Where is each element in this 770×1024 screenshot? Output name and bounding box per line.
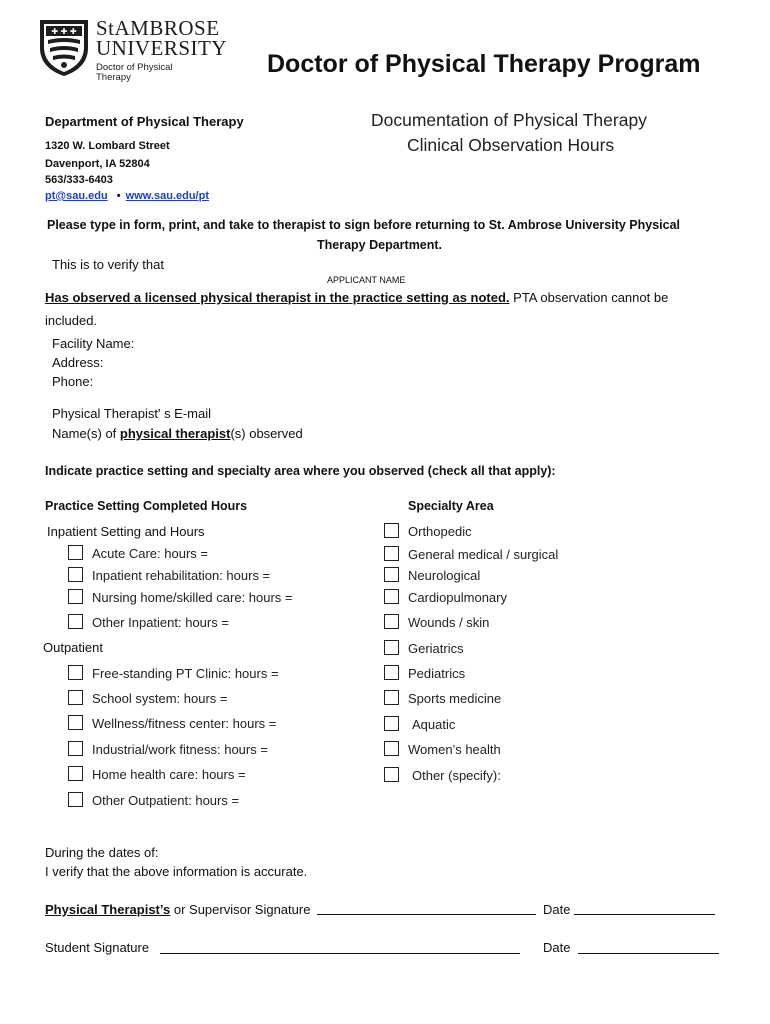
observed-statement <box>45 290 668 305</box>
shield-icon <box>38 18 90 78</box>
observed-underlined: Has observed a licensed physical therapist in the practice setting as noted. <box>45 290 510 305</box>
label-nursing-home: Nursing home/skilled care: hours = <box>92 590 293 605</box>
label-womens-health: Women’s health <box>408 742 501 757</box>
therapist-date-label: Date <box>543 902 571 917</box>
checkbox-sports-medicine[interactable] <box>384 690 399 705</box>
label-orthopedic: Orthopedic <box>408 524 472 539</box>
department-name: Department of Physical Therapy <box>45 114 244 129</box>
instructions-line2: Therapy Department. <box>317 238 443 252</box>
svg-text:✚ ✚ ✚: ✚ ✚ ✚ <box>51 27 77 36</box>
checkbox-acute-care[interactable] <box>68 545 83 560</box>
label-geriatrics: Geriatrics <box>408 641 464 656</box>
student-signature-label: Student Signature <box>45 940 150 955</box>
facility-address-label: Address: <box>52 355 104 370</box>
department-city: Davenport, IA 52804 <box>45 158 150 170</box>
specialty-heading: Specialty Area <box>408 499 494 513</box>
practice-heading: Practice Setting Completed Hours <box>45 499 248 513</box>
checkbox-industrial-fitness[interactable] <box>68 741 83 756</box>
applicant-name-label: APPLICANT NAME <box>327 275 406 285</box>
checkbox-pediatrics[interactable] <box>384 665 399 680</box>
facility-phone-label: Phone: <box>52 374 94 389</box>
label-aquatic: Aquatic <box>412 717 456 732</box>
verify-accurate-text: I verify that the above information is accurate. <box>45 864 308 879</box>
checkbox-neurological[interactable] <box>384 567 399 582</box>
contact-links <box>45 190 209 202</box>
doc-title-line2: Clinical Observation Hours <box>407 135 615 155</box>
indicate-heading: Indicate practice setting and specialty area where you observed (check all that apply): <box>45 464 556 478</box>
checkbox-home-health[interactable] <box>68 766 83 781</box>
page-title: Doctor of Physical Therapy Program <box>267 50 701 78</box>
label-cardiopulmonary: Cardiopulmonary <box>408 590 507 605</box>
label-sports-medicine: Sports medicine <box>408 691 502 706</box>
student-date-label: Date <box>543 940 571 955</box>
label-industrial-fitness: Industrial/work fitness: hours = <box>92 742 268 757</box>
checkbox-orthopedic[interactable] <box>384 523 399 538</box>
therapist-names-label: Name(s) of physical therapist(s) observed <box>52 426 303 441</box>
bullet-separator: • <box>116 190 121 202</box>
logo-name-line1: StAMBROSE <box>96 16 220 40</box>
facility-name-label: Facility Name: <box>52 336 135 351</box>
checkbox-womens-health[interactable] <box>384 741 399 756</box>
student-date-line[interactable] <box>578 953 719 954</box>
therapist-date-line[interactable] <box>574 914 715 915</box>
therapist-email-label: Physical Therapist' s E-mail <box>52 406 212 421</box>
checkbox-other-inpatient[interactable] <box>68 614 83 629</box>
email-link[interactable]: pt@sau.edu <box>45 190 108 202</box>
checkbox-nursing-home[interactable] <box>68 589 83 604</box>
website-link[interactable]: www.sau.edu/pt <box>125 190 209 202</box>
checkbox-pt-clinic[interactable] <box>68 665 83 680</box>
logo-subtitle-line1: Doctor of Physical <box>96 62 173 73</box>
checkbox-geriatrics[interactable] <box>384 640 399 655</box>
checkbox-aquatic[interactable] <box>384 716 399 731</box>
department-street: 1320 W. Lombard Street <box>45 140 170 152</box>
observed-rest: PTA observation cannot be <box>509 290 669 305</box>
checkbox-cardiopulmonary[interactable] <box>384 589 399 604</box>
checkbox-other-specialty[interactable] <box>384 767 399 782</box>
checkbox-school-system[interactable] <box>68 690 83 705</box>
label-other-specialty: Other (specify): <box>412 768 501 783</box>
label-school-system: School system: hours = <box>92 691 228 706</box>
inpatient-heading: Inpatient Setting and Hours <box>47 524 205 539</box>
checkbox-other-outpatient[interactable] <box>68 792 83 807</box>
label-general-medical: General medical / surgical <box>408 547 559 562</box>
logo-name-line2: UNIVERSITY <box>96 36 227 60</box>
instructions-line1: Please type in form, print, and take to therapist to sign before returning to St. Ambrose University Physical <box>47 218 681 232</box>
label-wellness-center: Wellness/fitness center: hours = <box>92 716 277 731</box>
doc-title-line1: Documentation of Physical Therapy <box>371 110 647 130</box>
student-signature-line[interactable] <box>160 953 520 954</box>
therapist-signature-line[interactable] <box>317 914 536 915</box>
logo-subtitle-line2: Therapy <box>96 72 131 83</box>
label-wounds-skin: Wounds / skin <box>408 615 490 630</box>
label-other-outpatient: Other Outpatient: hours = <box>92 793 240 808</box>
label-pt-clinic: Free-standing PT Clinic: hours = <box>92 666 279 681</box>
label-inpatient-rehab: Inpatient rehabilitation: hours = <box>92 568 271 583</box>
label-neurological: Neurological <box>408 568 481 583</box>
label-pediatrics: Pediatrics <box>408 666 466 681</box>
university-logo <box>38 16 238 86</box>
label-home-health: Home health care: hours = <box>92 767 246 782</box>
department-phone: 563/333-6403 <box>45 174 113 186</box>
checkbox-inpatient-rehab[interactable] <box>68 567 83 582</box>
therapist-signature-label: Physical Therapist’s or Supervisor Signature <box>45 902 311 917</box>
outpatient-heading: Outpatient <box>43 640 103 655</box>
observed-line2: included. <box>45 313 98 328</box>
label-acute-care: Acute Care: hours = <box>92 546 208 561</box>
checkbox-general-medical[interactable] <box>384 546 399 561</box>
label-other-inpatient: Other Inpatient: hours = <box>92 615 229 630</box>
verify-text: This is to verify that <box>52 257 164 272</box>
checkbox-wellness-center[interactable] <box>68 715 83 730</box>
checkbox-wounds-skin[interactable] <box>384 614 399 629</box>
dates-label: During the dates of: <box>45 845 159 860</box>
